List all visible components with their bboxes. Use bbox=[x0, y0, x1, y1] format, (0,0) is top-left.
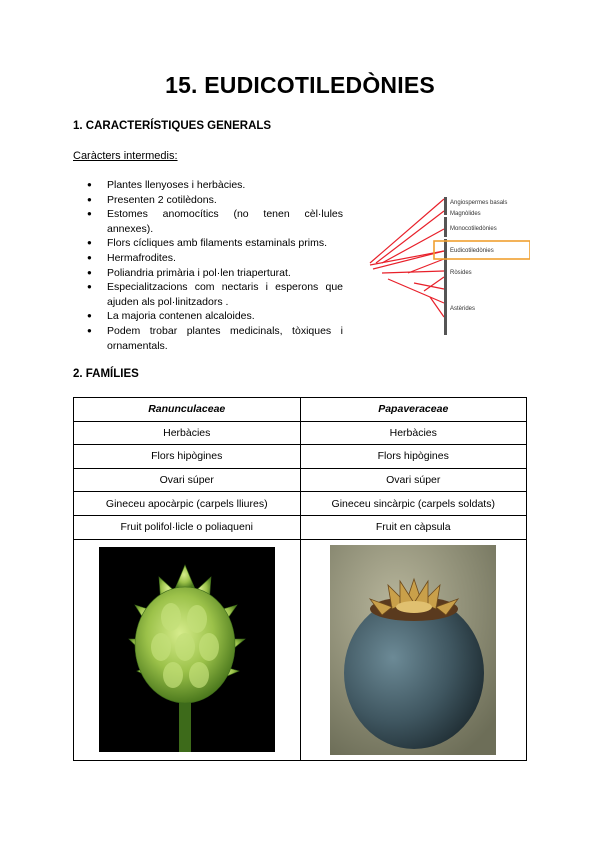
list-item: ● Flors cícliques amb filaments estaminals prims. bbox=[73, 236, 343, 251]
section-heading-characteristics: 1. CARACTERÍSTIQUES GENERALS bbox=[73, 120, 272, 132]
phylogeny-tree-diagram bbox=[368, 193, 530, 335]
papaveraceae-capsule-image bbox=[330, 545, 496, 755]
characteristics-list bbox=[73, 178, 343, 353]
list-item: ● Podem trobar plantes medicinals, tòxiques i ornamentals. bbox=[73, 324, 343, 353]
column-header-papaveraceae: Papaveraceae bbox=[300, 398, 527, 422]
table-photo-row bbox=[74, 539, 527, 760]
families-table bbox=[73, 397, 527, 761]
table-cell-photo bbox=[74, 539, 301, 760]
table-cell: Ovari súper bbox=[74, 468, 301, 492]
subheading-intermediate: Caràcters intermedis: bbox=[73, 150, 178, 162]
tree-label-rosids: Ròsides bbox=[450, 270, 472, 276]
table-cell: Gineceu apocàrpic (carpels lliures) bbox=[74, 492, 301, 516]
table-cell: Fruit en càpsula bbox=[300, 515, 527, 539]
list-item: ● Poliandria primària i pol·len triaperturat. bbox=[73, 266, 343, 281]
table-row bbox=[74, 468, 527, 492]
clade-bar-magnoliids bbox=[444, 209, 447, 215]
table-cell: Ovari súper bbox=[300, 468, 527, 492]
table-cell: Flors hipògines bbox=[300, 445, 527, 469]
table-cell: Herbàcies bbox=[300, 421, 527, 445]
table-row bbox=[74, 492, 527, 516]
table-row bbox=[74, 421, 527, 445]
column-header-ranunculaceae: Ranunculaceae bbox=[74, 398, 301, 422]
clade-bar-basal bbox=[444, 197, 447, 209]
table-row bbox=[74, 445, 527, 469]
list-item: ● Plantes llenyoses i herbàcies. bbox=[73, 178, 343, 193]
table-cell: Gineceu sincàrpic (carpels soldats) bbox=[300, 492, 527, 516]
table-cell-photo bbox=[300, 539, 527, 760]
tree-label-monocots: Monocotiledònies bbox=[450, 226, 497, 232]
list-item: ● Presenten 2 cotilèdons. bbox=[73, 193, 343, 208]
list-item: ● Estomes anomocítics (no tenen cèl·lules annexes). bbox=[73, 207, 343, 236]
clade-bar-eudicots bbox=[444, 239, 447, 335]
clade-bar-monocots bbox=[444, 217, 447, 237]
table-cell: Fruit polifol·licle o poliaqueni bbox=[74, 515, 301, 539]
table-header-row bbox=[74, 398, 527, 422]
list-item: ● Hermafrodites. bbox=[73, 251, 343, 266]
tree-label-asterids: Astèrides bbox=[450, 306, 476, 312]
ranunculaceae-fruit-image bbox=[99, 547, 275, 752]
list-item: ● La majoria contenen alcaloides. bbox=[73, 309, 343, 324]
section-heading-families: 2. FAMÍLIES bbox=[73, 368, 139, 380]
table-cell: Herbàcies bbox=[74, 421, 301, 445]
table-cell: Flors hipògines bbox=[74, 445, 301, 469]
tree-label-eudicots: Eudicotiledònies bbox=[450, 248, 494, 254]
tree-label-magnoliids: Magnòlides bbox=[450, 211, 481, 217]
page-title: 15. EUDICOTILEDÒNIES bbox=[165, 72, 435, 98]
table-row bbox=[74, 515, 527, 539]
list-item: ● Especialitzacions com nectaris i esperons que ajuden als pol·linitzadors . bbox=[73, 280, 343, 309]
tree-label-basal: Angiospermes basals bbox=[450, 200, 508, 206]
